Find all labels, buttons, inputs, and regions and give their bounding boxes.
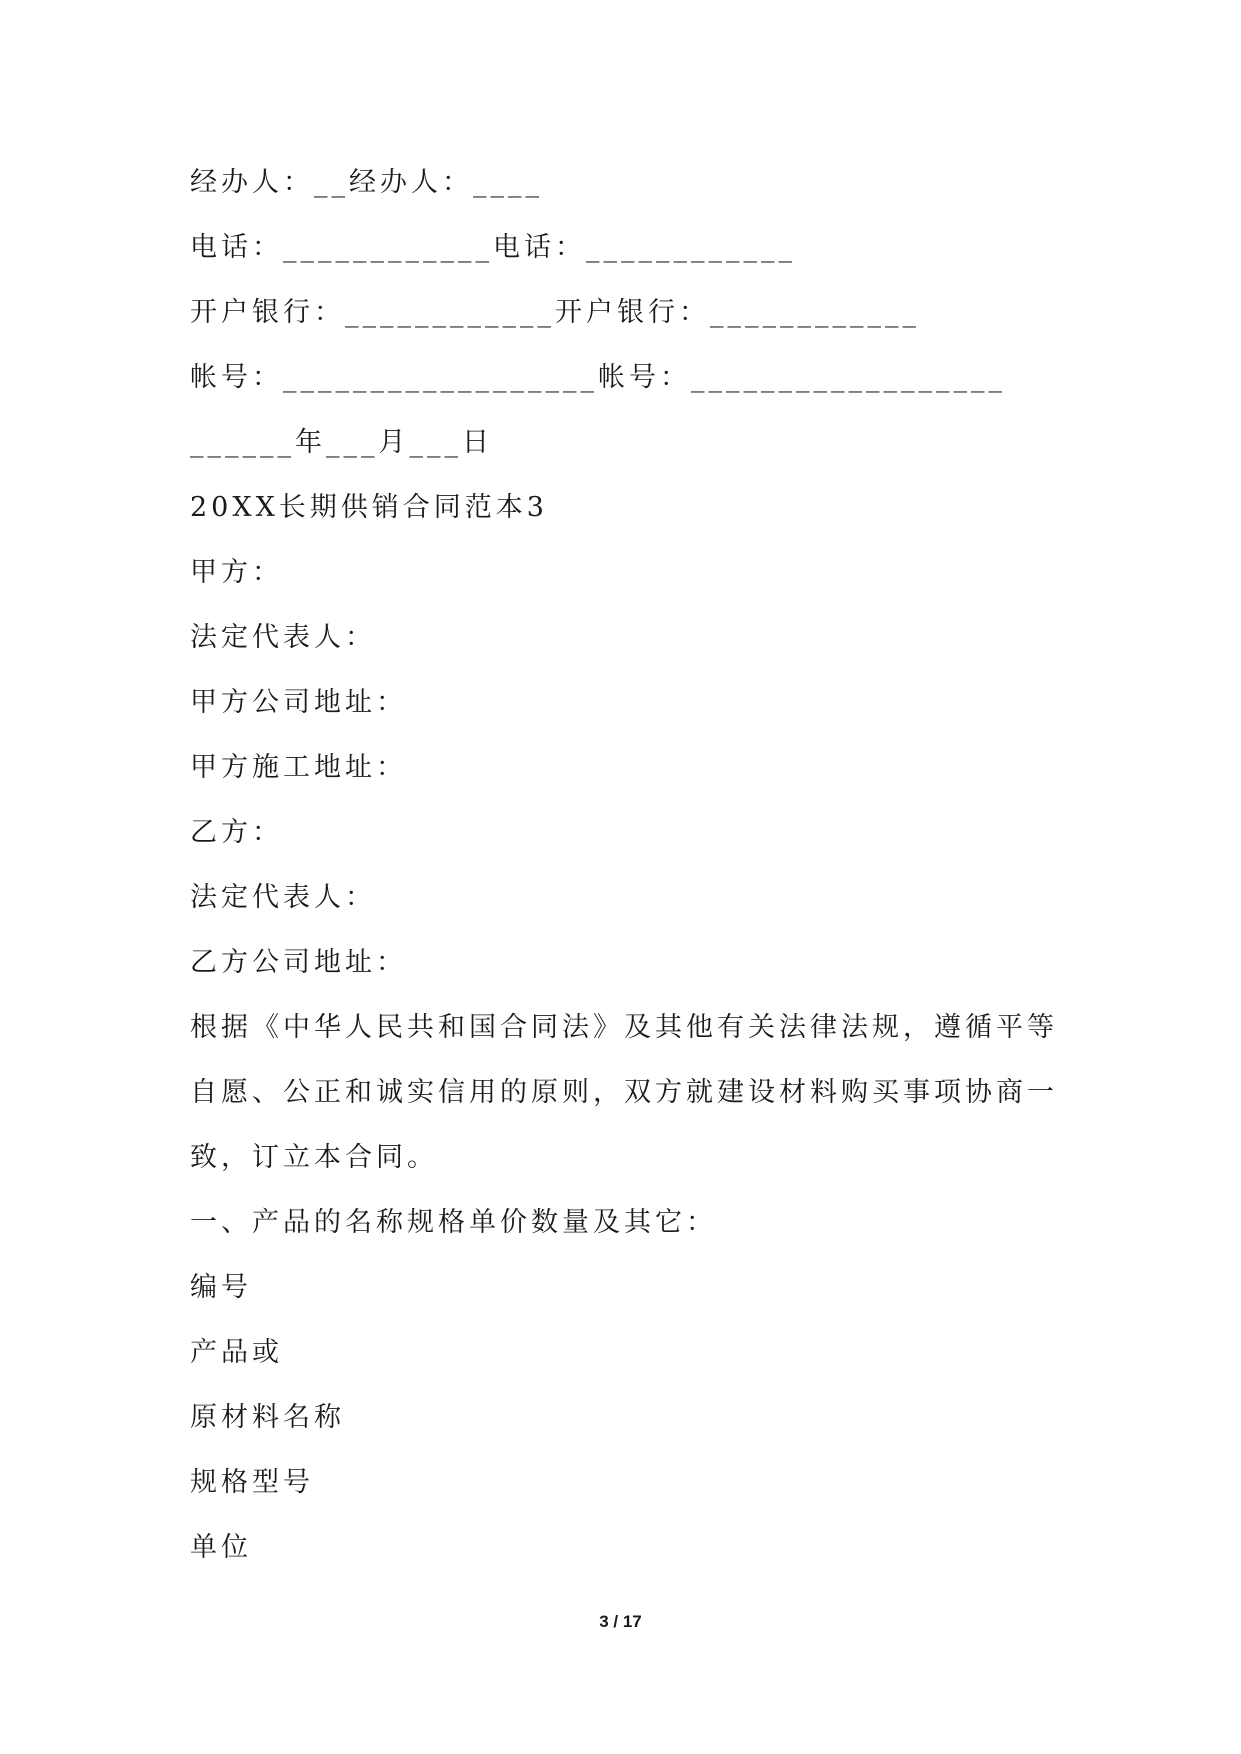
- table-header-material-name: 原材料名称: [190, 1402, 345, 1433]
- party-b-company-address-line: 乙方公司地址：: [190, 947, 407, 978]
- preamble-line: 根据《中华人民共和国合同法》及其他有关法律法规，遵循平等: [190, 1012, 1058, 1043]
- table-header-number: 编号: [190, 1272, 252, 1303]
- bank-line: 开户银行：____________开户银行：____________: [190, 297, 920, 328]
- document-body: [190, 160, 1060, 1590]
- preamble-line: 自愿、公正和诚实信用的原则，双方就建设材料购买事项协商一: [190, 1077, 1058, 1108]
- date-line: ______年___月___日: [190, 427, 493, 458]
- phone-line: 电话：____________电话：____________: [190, 232, 796, 263]
- party-a-company-address-line: 甲方公司地址：: [190, 687, 407, 718]
- party-b-line: 乙方：: [190, 817, 283, 848]
- contract-title: 20XX长期供销合同范本3: [190, 492, 548, 523]
- handler-line: 经办人：__经办人：____: [190, 167, 543, 198]
- table-header-product: 产品或: [190, 1337, 283, 1368]
- party-a-site-address-line: 甲方施工地址：: [190, 752, 407, 783]
- party-b-representative-line: 法定代表人：: [190, 882, 376, 913]
- section-heading: 一、产品的名称规格单价数量及其它：: [190, 1207, 717, 1238]
- party-a-representative-line: 法定代表人：: [190, 622, 376, 653]
- table-header-spec-model: 规格型号: [190, 1467, 314, 1498]
- party-a-line: 甲方：: [190, 557, 283, 588]
- page-number: 3 / 17: [599, 1612, 642, 1631]
- table-header-unit: 单位: [190, 1532, 252, 1563]
- account-line: 帐号：__________________帐号：__________________: [190, 362, 1006, 393]
- preamble-paragraph: [190, 1005, 1060, 1200]
- preamble-line: 致，订立本合同。: [190, 1142, 438, 1173]
